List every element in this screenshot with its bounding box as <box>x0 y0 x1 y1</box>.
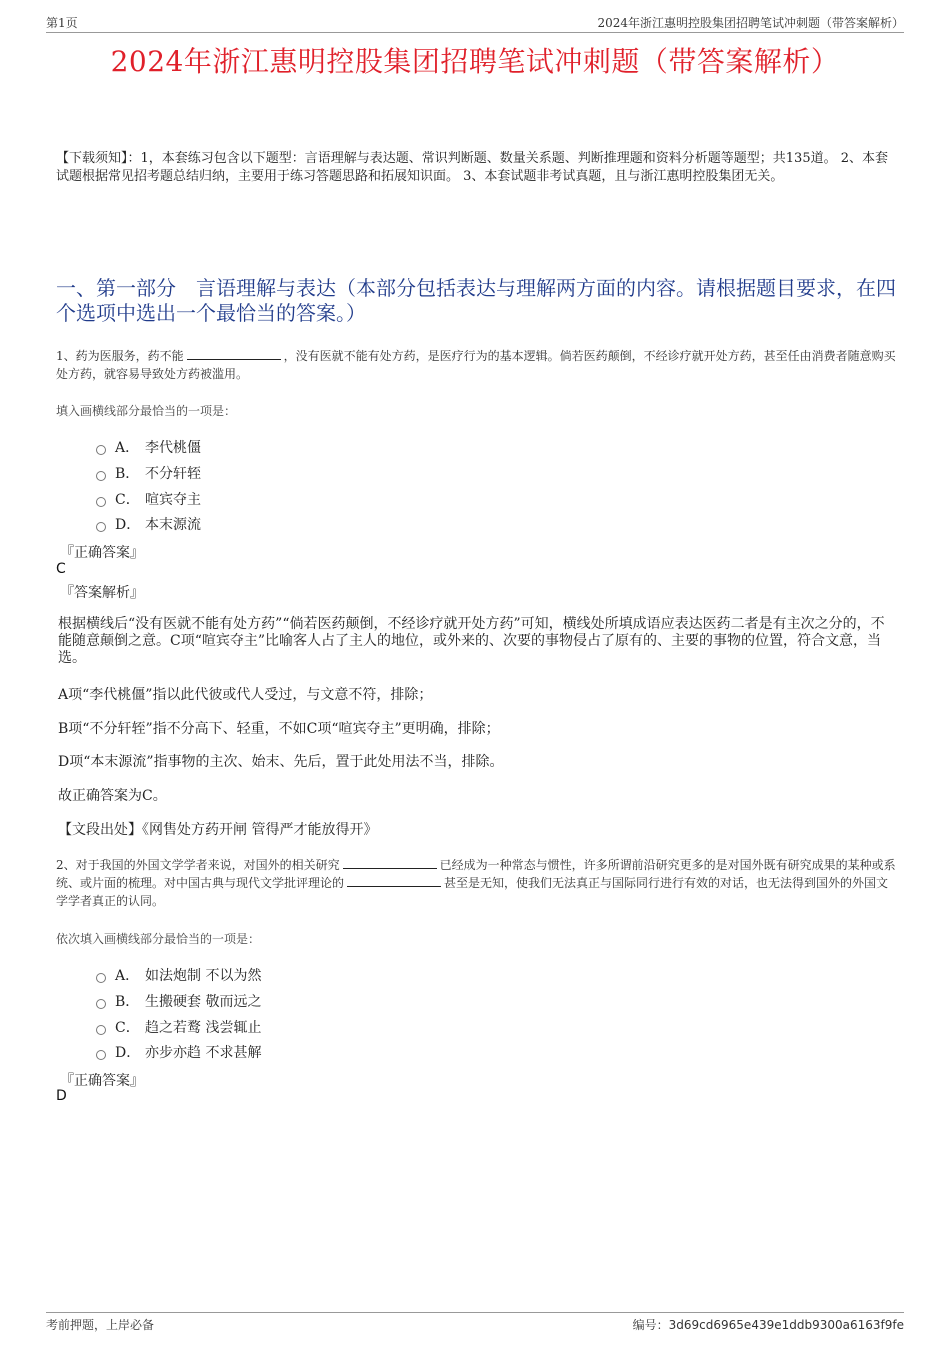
option-letter: B． <box>115 466 140 482</box>
option-letter: D． <box>115 517 141 533</box>
download-notice: 【下载须知】：1，本套练习包含以下题型：言语理解与表达题、常识判断题、数量关系题、判断推理题和资料分析题等题型；共135道。 2、本套试题根据常见招考题总结归纳，主要用于练习答题思路和拓展知识面。 3、本套试题非考试真题，且与浙江惠明控股集团无关。 <box>56 151 888 184</box>
page-header <box>46 14 904 33</box>
question-1-option-a[interactable] <box>96 437 201 457</box>
code-value: 3d69cd6965e439e1ddb9300a6163f9fe <box>668 1318 904 1332</box>
question-1-option-b[interactable] <box>96 463 201 483</box>
question-1-blank <box>187 347 281 360</box>
option-letter: A． <box>115 440 140 456</box>
header-doc-title: 2024年浙江惠明控股集团招聘笔试冲刺题（带答案解析） <box>597 16 904 30</box>
question-1-prompt: 填入画横线部分最恰当的一项是： <box>56 404 237 418</box>
analysis-paragraph: 根据横线后“没有医就不能有处方药”“倘若医药颠倒，不经诊疗就开处方药”可知，横线处所填成语应表达医药二者是有主次之分的，不能随意颠倒之意。C项“喧宾夺主”比喻客人占了主人的地位，或外来的、次要的事物侵占了原有的、主要的事物的位置，符合文意，当选。 <box>58 616 885 666</box>
question-2-text-part-2: 已经成为一种常态与惯性，许多所谓前沿研究更多的是对国外既有研究成果的某种或系统、或片面的梳理。对中国古典与现代文学批评理论的 <box>56 858 896 890</box>
analysis-paragraph: D项“本末源流”指事物的主次、始末、先后，置于此处用法不当，排除。 <box>58 754 504 770</box>
question-2-text <box>56 856 898 910</box>
analysis-paragraph: 故正确答案为C。 <box>58 788 167 804</box>
radio-icon[interactable] <box>96 1025 106 1035</box>
radio-icon[interactable] <box>96 1050 106 1060</box>
option-text: 亦步亦趋 不求甚解 <box>145 1045 262 1061</box>
document-code <box>633 1316 904 1333</box>
analysis-paragraph: A项“李代桃僵”指以此代彼或代人受过，与文意不符，排除； <box>58 687 433 703</box>
option-text: 本末源流 <box>145 517 201 533</box>
analysis-paragraph: B项“不分轩轾”指不分高下、轻重，不如C项“喧宾夺主”更明确，排除； <box>58 721 500 737</box>
question-2-answer-label: 『正确答案』 <box>60 1073 144 1089</box>
radio-icon[interactable] <box>96 973 106 983</box>
question-2-text-part-3: 甚至是无知，使我们无法真正与国际同行进行有效的对话，也无法得到国外的外国文学学者真正的认同。 <box>56 876 889 908</box>
question-2-prompt: 依次填入画横线部分最恰当的一项是： <box>56 932 261 946</box>
option-text: 李代桃僵 <box>145 440 201 456</box>
option-text: 生搬硬套 敬而远之 <box>145 994 262 1010</box>
option-letter: C． <box>115 492 140 508</box>
option-text: 喧宾夺主 <box>145 492 201 508</box>
option-letter: B． <box>115 994 140 1010</box>
question-2-text-part-1: 2、对于我国的外国文学学者来说，对国外的相关研究 <box>56 858 340 872</box>
question-2-option-c[interactable] <box>96 1017 261 1037</box>
option-letter: D． <box>115 1045 141 1061</box>
source-citation: 【文段出处】《网售处方药开闸 管得严才能放得开》 <box>58 822 378 838</box>
section-heading: 一、第一部分 言语理解与表达（本部分包括表达与理解两方面的内容。请根据题目要求，在四个选项中选出一个最恰当的答案。） <box>56 276 896 325</box>
code-label: 编号： <box>632 1318 669 1332</box>
question-2-blank-1 <box>343 856 437 869</box>
question-1-text <box>56 347 898 383</box>
question-1-option-d[interactable] <box>96 514 201 534</box>
footer-slogan: 考前押题，上岸必备 <box>46 1318 155 1332</box>
question-1-analysis-label: 『答案解析』 <box>60 585 144 601</box>
page-footer <box>46 1312 904 1333</box>
question-1-option-c[interactable] <box>96 489 201 509</box>
option-text: 不分轩轾 <box>145 466 201 482</box>
option-letter: C． <box>115 1020 140 1036</box>
question-2-option-d[interactable] <box>96 1042 261 1062</box>
question-1-text-after: ，没有医就不能有处方药，是医疗行为的基本逻辑。倘若医药颠倒，不经诊疗就开处方药，甚至任由消费者随意购买处方药，就容易导致处方药被滥用。 <box>56 349 896 381</box>
question-2-blank-2 <box>347 874 441 887</box>
question-1-text-before: 1、药为医服务，药不能 <box>56 349 184 363</box>
radio-icon[interactable] <box>96 445 106 455</box>
page-number: 第1页 <box>46 16 78 30</box>
radio-icon[interactable] <box>96 497 106 507</box>
radio-icon[interactable] <box>96 471 106 481</box>
question-1-answer-label: 『正确答案』 <box>60 545 144 561</box>
radio-icon[interactable] <box>96 522 106 532</box>
question-2-answer: D <box>56 1088 67 1104</box>
document-title: 2024年浙江惠明控股集团招聘笔试冲刺题（带答案解析） <box>110 45 840 78</box>
radio-icon[interactable] <box>96 999 106 1009</box>
option-letter: A． <box>115 968 140 984</box>
question-2-option-b[interactable] <box>96 991 261 1011</box>
option-text: 如法炮制 不以为然 <box>145 968 262 984</box>
question-1-answer: C <box>56 561 66 577</box>
option-text: 趋之若鹜 浅尝辄止 <box>145 1020 262 1036</box>
question-2-option-a[interactable] <box>96 965 261 985</box>
